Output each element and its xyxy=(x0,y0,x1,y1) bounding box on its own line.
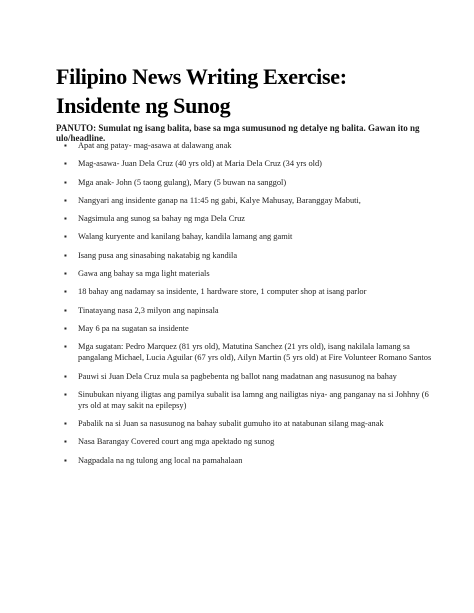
list-item: ▪ Nangyari ang insidente ganap na 11:45 ng gabi, Kalye Mahusay, Baranggay Mabuti, xyxy=(64,195,434,206)
list-item: ▪ Mga sugatan: Pedro Marquez (81 yrs old), Matutina Sanchez (21 yrs old), isang nakilala lamang sa pangalang Michael, Lucia Aguilar (67 yrs old), Ailyn Martin (5 yrs old) at Fire Volunteer Romano Santos xyxy=(64,341,434,363)
list-item: ▪ Pabalik na si Juan sa nasusunog na bahay subalit gumuho ito at natabunan silang mag-anak xyxy=(64,418,434,429)
document-title: Filipino News Writing Exercise: Insidente ng Sunog xyxy=(56,64,347,118)
list-item: ▪ Walang kuryente and kanilang bahay, kandila lamang ang gamit xyxy=(64,231,434,242)
list-item: ▪ May 6 pa na sugatan sa insidente xyxy=(64,323,434,334)
list-item: ▪ Gawa ang bahay sa mga light materials xyxy=(64,268,434,279)
directions-text: PANUTO: Sumulat ng isang balita, base sa mga sumusunod ng detalye ng balita. Gawan ito ng ulo/headline. xyxy=(56,123,420,143)
list-item: ▪ Nagpadala na ng tulong ang local na pamahalaan xyxy=(64,455,434,466)
list-item: ▪ Pauwi si Juan Dela Cruz mula sa pagbebenta ng ballot nang madatnan ang nasusunog na bahay xyxy=(64,371,434,382)
list-item: ▪ Mga anak- John (5 taong gulang), Mary (5 buwan na sanggol) xyxy=(64,177,434,188)
list-item: ▪ Isang pusa ang sinasabing nakatabig ng kandila xyxy=(64,250,434,261)
list-item: ▪ 18 bahay ang nadamay sa insidente, 1 hardware store, 1 computer shop at isang parlor xyxy=(64,286,434,297)
list-item: ▪ Mag-asawa- Juan Dela Cruz (40 yrs old) at Maria Dela Cruz (34 yrs old) xyxy=(64,158,434,169)
list-item: ▪ Nasa Barangay Covered court ang mga apektado ng sunog xyxy=(64,436,434,447)
list-item: ▪ Nagsimula ang sunog sa bahay ng mga Dela Cruz xyxy=(64,213,434,224)
detail-list xyxy=(64,140,434,473)
list-item: ▪ Sinubukan niyang iligtas ang pamilya subalit isa lamng ang nailigtas niya- ang panganay na si Johhny (6 yrs old at may sakit na epilepsy) xyxy=(64,389,434,411)
list-item: ▪ Tinatayang nasa 2,3 milyon ang napinsala xyxy=(64,305,434,316)
list-item: ▪ Apat ang patay- mag-asawa at dalawang anak xyxy=(64,140,434,151)
